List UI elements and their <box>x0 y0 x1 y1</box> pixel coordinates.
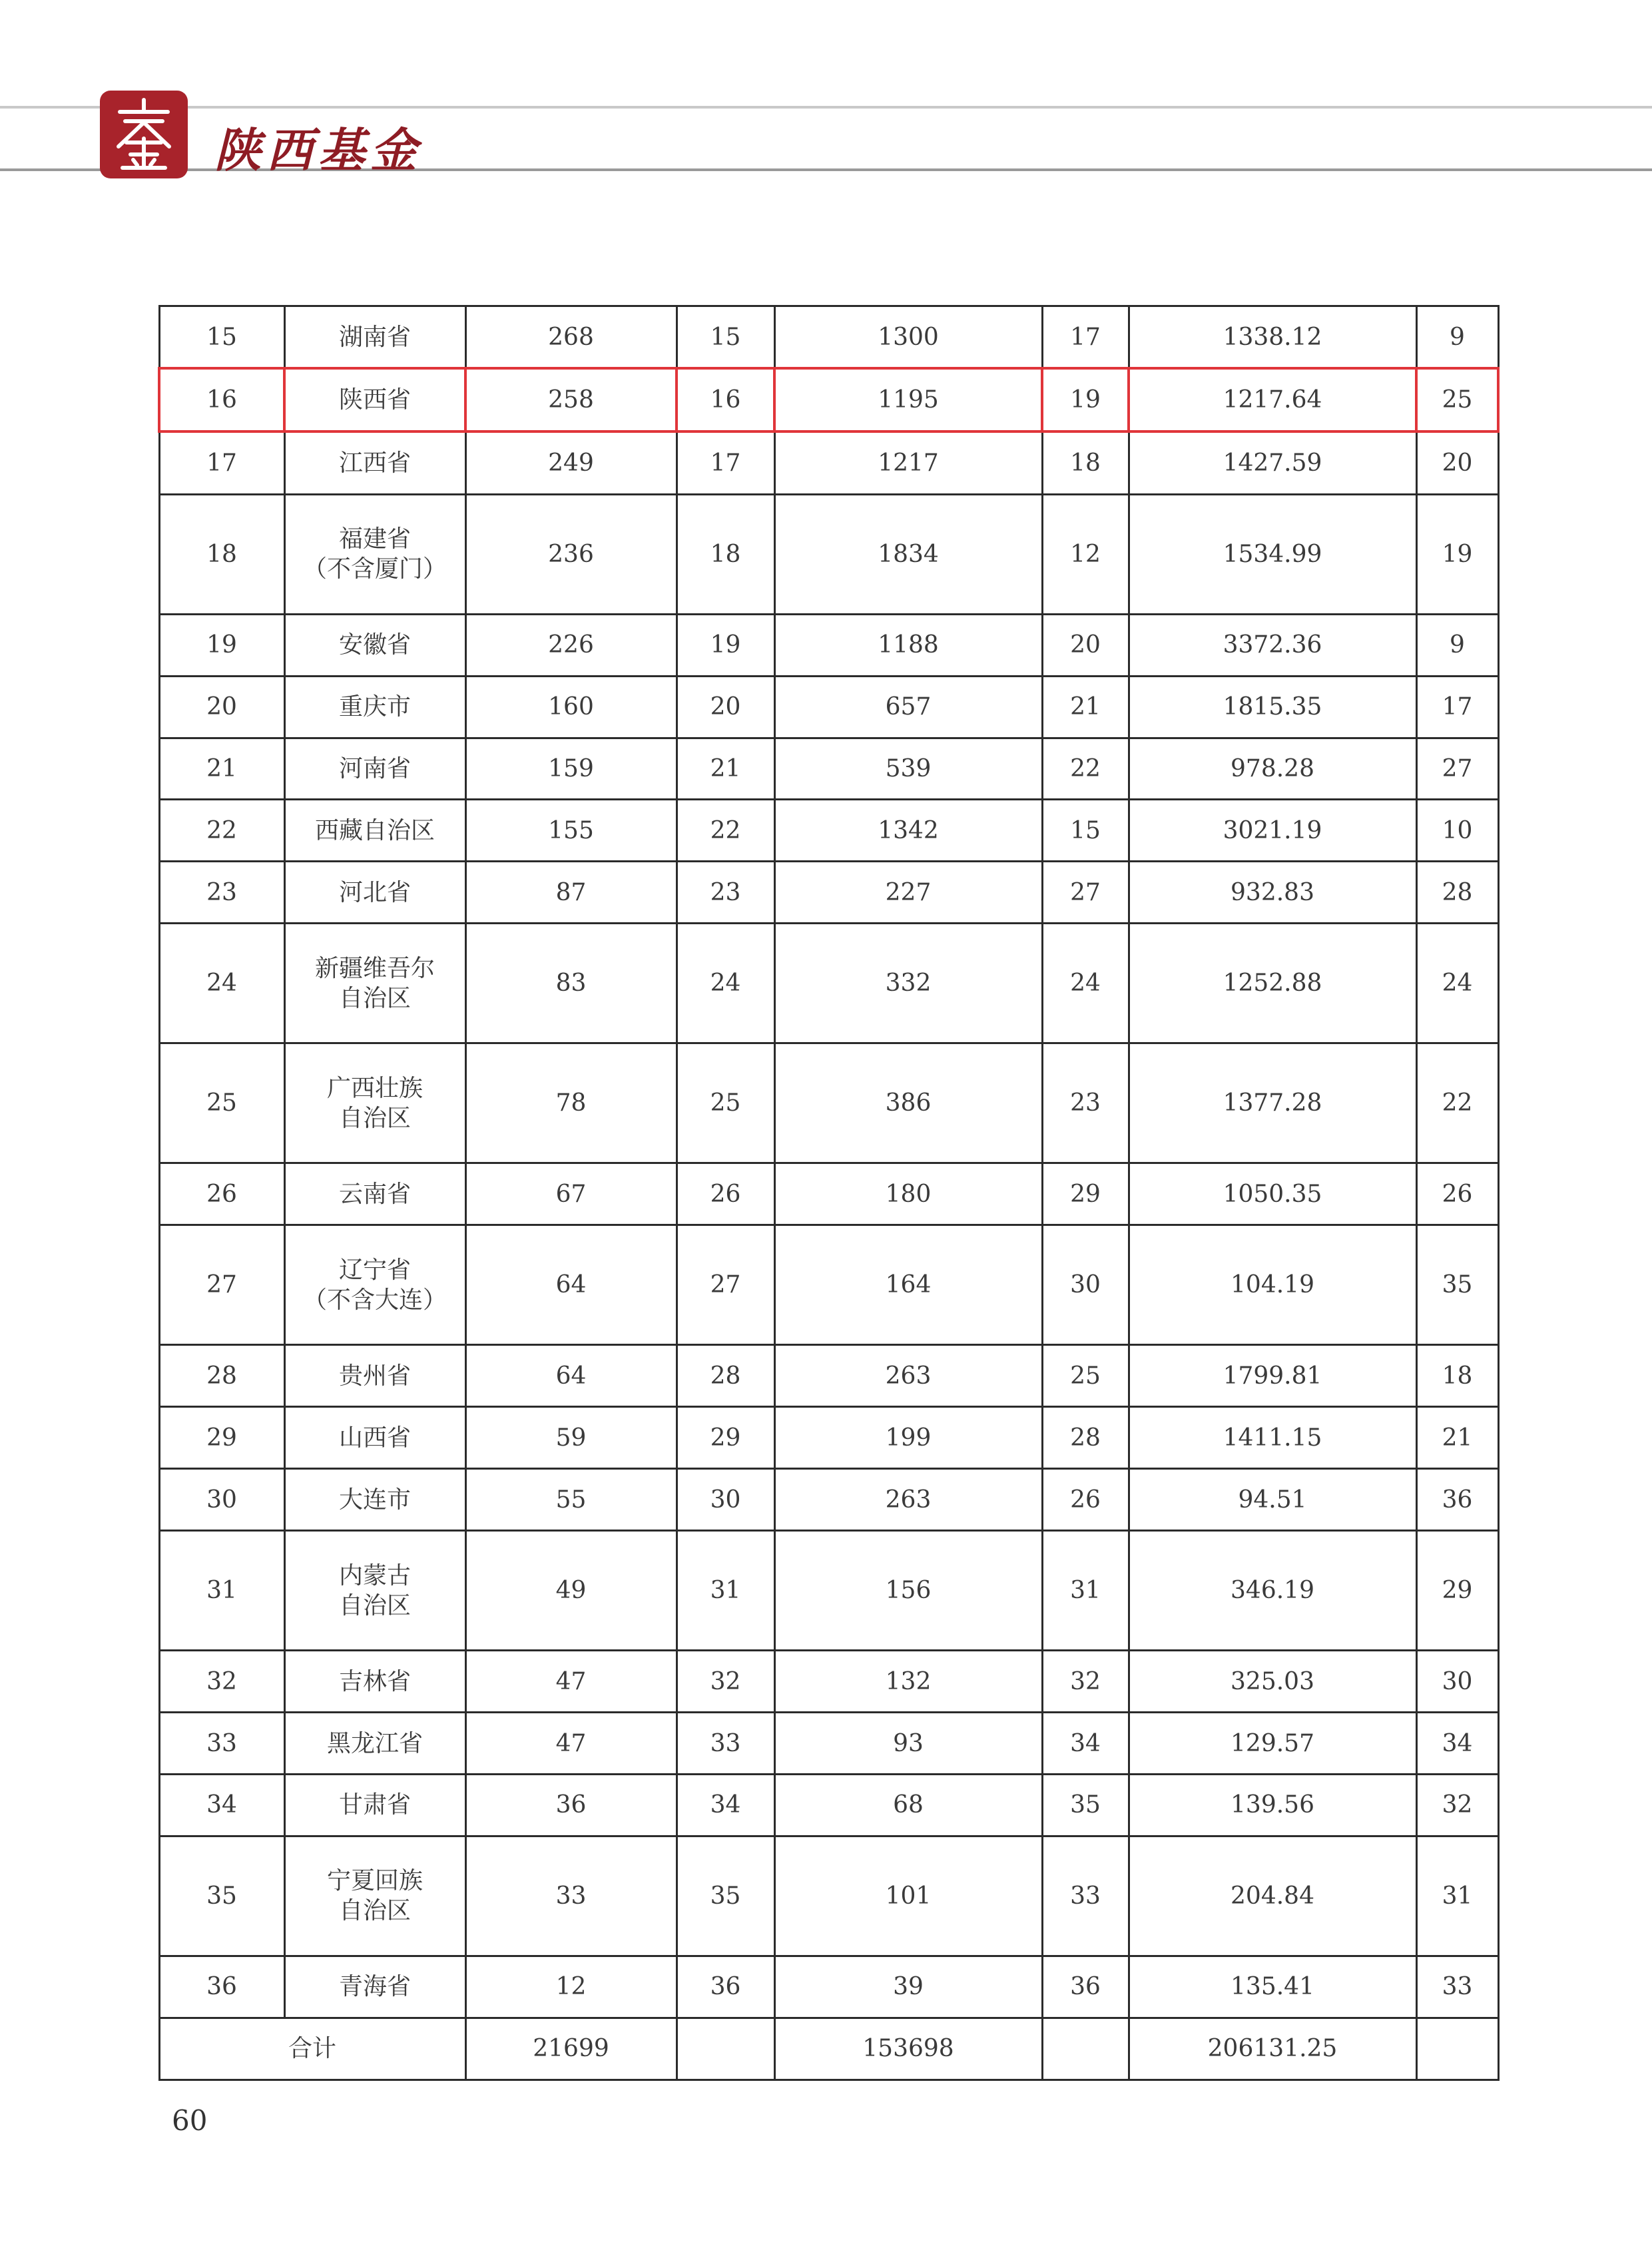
table-cell: 33 <box>1416 1956 1498 2018</box>
table-cell: 云南省 <box>284 1163 465 1225</box>
table-cell: 19 <box>1042 368 1129 431</box>
table-cell: 26 <box>677 1163 774 1225</box>
table-cell: 101 <box>774 1836 1042 1956</box>
table-cell: 福建省 （不含厦门） <box>284 494 465 614</box>
table-cell: 1217 <box>774 431 1042 494</box>
table-cell: 27 <box>159 1225 284 1345</box>
table-cell: 21 <box>1042 676 1129 738</box>
table-cell: 22 <box>677 800 774 862</box>
table-row <box>159 1345 1498 1407</box>
table-cell: 159 <box>465 738 677 800</box>
table-row <box>159 1956 1498 2018</box>
page-number: 60 <box>172 2104 208 2137</box>
table-cell: 23 <box>677 862 774 924</box>
table-cell: 19 <box>1416 494 1498 614</box>
table-cell: 17 <box>1042 306 1129 369</box>
table-cell: 47 <box>465 1651 677 1713</box>
table-cell: 广西壮族 自治区 <box>284 1043 465 1163</box>
table-cell: 28 <box>677 1345 774 1407</box>
table-cell: 29 <box>1416 1531 1498 1651</box>
table-cell: 河北省 <box>284 862 465 924</box>
table-cell: 3021.19 <box>1129 800 1416 862</box>
table-row <box>159 1836 1498 1956</box>
table-cell: 28 <box>1042 1407 1129 1469</box>
table-cell: 26 <box>1042 1469 1129 1531</box>
table-row <box>159 1469 1498 1531</box>
table-cell: 25 <box>677 1043 774 1163</box>
table-row <box>159 1775 1498 1836</box>
table-cell: 12 <box>465 1956 677 2018</box>
table-cell: 3372.36 <box>1129 614 1416 676</box>
table-row <box>159 1043 1498 1163</box>
table-cell: 吉林省 <box>284 1651 465 1713</box>
table-cell: 36 <box>1042 1956 1129 2018</box>
table-cell: 34 <box>159 1775 284 1836</box>
table-cell: 47 <box>465 1713 677 1775</box>
table-cell: 657 <box>774 676 1042 738</box>
total-cell-empty <box>677 2018 774 2080</box>
table-cell: 1252.88 <box>1129 924 1416 1043</box>
table-cell: 重庆市 <box>284 676 465 738</box>
table-cell: 227 <box>774 862 1042 924</box>
table-cell: 16 <box>677 368 774 431</box>
table-cell: 甘肃省 <box>284 1775 465 1836</box>
table-cell: 36 <box>159 1956 284 2018</box>
table-cell: 64 <box>465 1225 677 1345</box>
table-row <box>159 1651 1498 1713</box>
table-cell: 1427.59 <box>1129 431 1416 494</box>
table-cell: 1050.35 <box>1129 1163 1416 1225</box>
table-cell: 黑龙江省 <box>284 1713 465 1775</box>
table-cell: 21 <box>159 738 284 800</box>
table-cell: 15 <box>159 306 284 369</box>
table-cell: 1377.28 <box>1129 1043 1416 1163</box>
total-label: 合计 <box>159 2018 465 2080</box>
table-cell: 226 <box>465 614 677 676</box>
table-cell: 24 <box>677 924 774 1043</box>
table-cell: 17 <box>159 431 284 494</box>
table-cell: 30 <box>677 1469 774 1531</box>
table-cell: 67 <box>465 1163 677 1225</box>
total-cell-empty <box>1042 2018 1129 2080</box>
table-cell: 新疆维吾尔 自治区 <box>284 924 465 1043</box>
table-cell: 34 <box>677 1775 774 1836</box>
table-cell: 33 <box>465 1836 677 1956</box>
table-cell: 17 <box>677 431 774 494</box>
table-cell: 332 <box>774 924 1042 1043</box>
table-body <box>159 306 1498 2080</box>
table-cell: 34 <box>1416 1713 1498 1775</box>
table-cell: 18 <box>159 494 284 614</box>
table-cell: 31 <box>159 1531 284 1651</box>
table-cell: 20 <box>677 676 774 738</box>
logo-seal-icon <box>100 91 188 178</box>
table-cell: 29 <box>159 1407 284 1469</box>
table-cell: 25 <box>1042 1345 1129 1407</box>
table-row <box>159 494 1498 614</box>
table-cell: 宁夏回族 自治区 <box>284 1836 465 1956</box>
table-cell: 辽宁省 （不含大连） <box>284 1225 465 1345</box>
table-cell: 1338.12 <box>1129 306 1416 369</box>
table-cell: 135.41 <box>1129 1956 1416 2018</box>
table-cell: 16 <box>159 368 284 431</box>
table-cell: 15 <box>1042 800 1129 862</box>
table-cell: 132 <box>774 1651 1042 1713</box>
table-cell: 31 <box>1042 1531 1129 1651</box>
table-row <box>159 862 1498 924</box>
table-cell: 325.03 <box>1129 1651 1416 1713</box>
total-cell: 206131.25 <box>1129 2018 1416 2080</box>
table-cell: 32 <box>677 1651 774 1713</box>
table-cell: 23 <box>1042 1043 1129 1163</box>
table-cell: 33 <box>677 1713 774 1775</box>
table-cell: 27 <box>677 1225 774 1345</box>
table-cell: 156 <box>774 1531 1042 1651</box>
table-cell: 32 <box>159 1651 284 1713</box>
brand-wordmark: 陕西基金 <box>214 123 422 178</box>
table-total-row <box>159 2018 1498 2080</box>
table-row <box>159 800 1498 862</box>
table-row <box>159 1407 1498 1469</box>
table-cell: 32 <box>1416 1775 1498 1836</box>
table-cell: 83 <box>465 924 677 1043</box>
table-cell: 26 <box>1416 1163 1498 1225</box>
table-cell: 18 <box>677 494 774 614</box>
table-cell: 1534.99 <box>1129 494 1416 614</box>
table-cell: 江西省 <box>284 431 465 494</box>
table-cell: 27 <box>1416 738 1498 800</box>
table-cell: 28 <box>159 1345 284 1407</box>
table-row <box>159 738 1498 800</box>
table-row-highlighted <box>159 368 1498 431</box>
table-cell: 1815.35 <box>1129 676 1416 738</box>
table-cell: 139.56 <box>1129 1775 1416 1836</box>
table-row <box>159 306 1498 369</box>
table-cell: 155 <box>465 800 677 862</box>
table-cell: 1217.64 <box>1129 368 1416 431</box>
table-cell: 10 <box>1416 800 1498 862</box>
table-cell: 249 <box>465 431 677 494</box>
table-cell: 19 <box>159 614 284 676</box>
table-row <box>159 924 1498 1043</box>
table-cell: 1342 <box>774 800 1042 862</box>
table-cell: 内蒙古 自治区 <box>284 1531 465 1651</box>
table-cell: 31 <box>1416 1836 1498 1956</box>
table-cell: 160 <box>465 676 677 738</box>
table-cell: 204.84 <box>1129 1836 1416 1956</box>
table-cell: 1799.81 <box>1129 1345 1416 1407</box>
table-cell: 36 <box>677 1956 774 2018</box>
table-cell: 199 <box>774 1407 1042 1469</box>
table-cell: 32 <box>1042 1651 1129 1713</box>
table-cell: 19 <box>677 614 774 676</box>
table-cell: 164 <box>774 1225 1042 1345</box>
table-cell: 78 <box>465 1043 677 1163</box>
table-row <box>159 1163 1498 1225</box>
table-cell: 978.28 <box>1129 738 1416 800</box>
table-cell: 21 <box>677 738 774 800</box>
table-cell: 22 <box>1042 738 1129 800</box>
table-cell: 263 <box>774 1345 1042 1407</box>
table-cell: 30 <box>159 1469 284 1531</box>
table-cell: 1411.15 <box>1129 1407 1416 1469</box>
table-cell: 28 <box>1416 862 1498 924</box>
table-cell: 35 <box>159 1836 284 1956</box>
table-cell: 1834 <box>774 494 1042 614</box>
table-cell: 1188 <box>774 614 1042 676</box>
table-cell: 31 <box>677 1531 774 1651</box>
table-cell: 26 <box>159 1163 284 1225</box>
table-cell: 64 <box>465 1345 677 1407</box>
table-cell: 25 <box>159 1043 284 1163</box>
table-row <box>159 676 1498 738</box>
table-cell: 陕西省 <box>284 368 465 431</box>
table-cell: 33 <box>159 1713 284 1775</box>
table-cell: 17 <box>1416 676 1498 738</box>
table-cell: 20 <box>1042 614 1129 676</box>
table-cell: 258 <box>465 368 677 431</box>
table-cell: 18 <box>1042 431 1129 494</box>
table-cell: 29 <box>1042 1163 1129 1225</box>
table-cell: 22 <box>159 800 284 862</box>
table-cell: 西藏自治区 <box>284 800 465 862</box>
table-cell: 23 <box>159 862 284 924</box>
table-cell: 268 <box>465 306 677 369</box>
table-cell: 1300 <box>774 306 1042 369</box>
table-cell: 932.83 <box>1129 862 1416 924</box>
total-cell: 153698 <box>774 2018 1042 2080</box>
table-cell: 539 <box>774 738 1042 800</box>
table-cell: 87 <box>465 862 677 924</box>
table-cell: 180 <box>774 1163 1042 1225</box>
table-cell: 1195 <box>774 368 1042 431</box>
table-cell: 35 <box>677 1836 774 1956</box>
table-cell: 36 <box>1416 1469 1498 1531</box>
table-cell: 24 <box>159 924 284 1043</box>
total-cell-empty <box>1416 2018 1498 2080</box>
table-cell: 贵州省 <box>284 1345 465 1407</box>
table-cell: 386 <box>774 1043 1042 1163</box>
table-cell: 104.19 <box>1129 1225 1416 1345</box>
table-cell: 安徽省 <box>284 614 465 676</box>
table-cell: 34 <box>1042 1713 1129 1775</box>
table-cell: 59 <box>465 1407 677 1469</box>
table-cell: 94.51 <box>1129 1469 1416 1531</box>
table-cell: 29 <box>677 1407 774 1469</box>
table-cell: 9 <box>1416 306 1498 369</box>
data-table <box>158 305 1500 2081</box>
table-cell: 青海省 <box>284 1956 465 2018</box>
table-cell: 30 <box>1416 1651 1498 1713</box>
table-cell: 12 <box>1042 494 1129 614</box>
table-cell: 33 <box>1042 1836 1129 1956</box>
table-cell: 39 <box>774 1956 1042 2018</box>
table-row <box>159 1225 1498 1345</box>
table-cell: 24 <box>1416 924 1498 1043</box>
header-rule-top <box>0 106 1652 109</box>
table-cell: 30 <box>1042 1225 1129 1345</box>
table-cell: 24 <box>1042 924 1129 1043</box>
table-row <box>159 614 1498 676</box>
table-cell: 9 <box>1416 614 1498 676</box>
table-cell: 49 <box>465 1531 677 1651</box>
table-cell: 35 <box>1042 1775 1129 1836</box>
table-cell: 55 <box>465 1469 677 1531</box>
total-cell: 21699 <box>465 2018 677 2080</box>
table-cell: 27 <box>1042 862 1129 924</box>
table-cell: 大连市 <box>284 1469 465 1531</box>
table-cell: 129.57 <box>1129 1713 1416 1775</box>
table-cell: 河南省 <box>284 738 465 800</box>
table-cell: 山西省 <box>284 1407 465 1469</box>
table-cell: 68 <box>774 1775 1042 1836</box>
table-row <box>159 1713 1498 1775</box>
table-cell: 36 <box>465 1775 677 1836</box>
table-cell: 18 <box>1416 1345 1498 1407</box>
table-cell: 25 <box>1416 368 1498 431</box>
table-cell: 15 <box>677 306 774 369</box>
table-cell: 21 <box>1416 1407 1498 1469</box>
table-cell: 236 <box>465 494 677 614</box>
table-cell: 20 <box>159 676 284 738</box>
table-cell: 湖南省 <box>284 306 465 369</box>
table-cell: 35 <box>1416 1225 1498 1345</box>
table-cell: 93 <box>774 1713 1042 1775</box>
table-cell: 346.19 <box>1129 1531 1416 1651</box>
table-cell: 20 <box>1416 431 1498 494</box>
table-row <box>159 431 1498 494</box>
table-cell: 22 <box>1416 1043 1498 1163</box>
table-cell: 263 <box>774 1469 1042 1531</box>
table-row <box>159 1531 1498 1651</box>
